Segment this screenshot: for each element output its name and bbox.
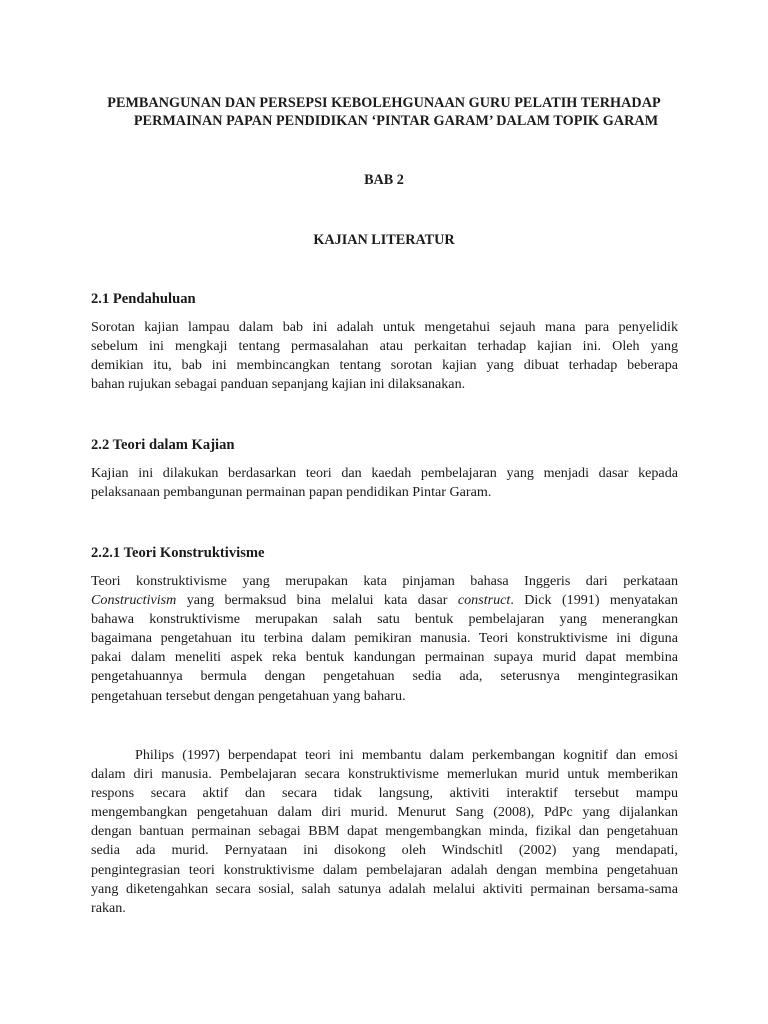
paragraph-line: bagaimana pengetahuan itu terbina dalam pemikiran manusia. Teori konstruktivisme ini diguna [91,630,678,647]
paragraph-line: Sorotan kajian lampau dalam bab ini adalah untuk mengetahui sejauh mana para penyelidik [91,319,678,335]
paragraph-line: dalam diri manusia. Pembelajaran secara konstruktivisme memerlukan murid untuk memberikan [91,766,678,783]
paragraph-line: bahawa konstruktivisme merupakan salah satu bentuk pembelajaran yang menerangkan [91,611,678,628]
chapter-title: KAJIAN LITERATUR [313,232,455,248]
paragraph-line: dengan bantuan permainan sebagai BBM dapat mengembangkan minda, fizikal dan pengetahuan [91,823,678,840]
section-heading-2-1: 2.1 Pendahuluan [91,291,196,307]
paragraph-line: pengetahuan tersebut dengan pengetahuan yang baharu. [91,687,406,704]
paragraph-line: sebelum ini mengkaji tentang permasalahan atau perkaitan terhadap kajian ini. Oleh yang [91,338,678,355]
section-2-2-paragraph [91,464,678,502]
paragraph-line: pengetahuannya bermula dengan pengetahuan sedia ada, seterusnya mengintegrasikan [91,668,678,685]
section-heading-2-2-1: 2.2.1 Teori Konstruktivisme [91,545,265,561]
section-2-1-paragraph [91,318,678,394]
title-line-1: PEMBANGUNAN DAN PERSEPSI KEBOLEHGUNAAN GURU PELATIH TERHADAP [107,95,661,111]
paragraph-line: Philips (1997) berpendapat teori ini membantu dalam perkembangan kognitif dan emosi [135,747,678,763]
paragraph-fragment: yang bermaksud bina melalui kata dasar [186,592,448,609]
paragraph-line: mengembangkan pengetahuan dalam diri murid. Menurut Sang (2008), PdPc yang dijalankan [91,804,678,821]
document-title [60,94,708,130]
paragraph-line: sedia ada murid. Pernyataan ini disokong oleh Windschitl (2002) yang mendapati, [91,842,678,859]
section-2-2-1-paragraph [91,572,678,706]
paragraph-line [91,591,678,610]
section-heading-2-2: 2.2 Teori dalam Kajian [91,437,235,453]
paragraph-line: Kajian ini dilakukan berdasarkan teori dan kaedah pembelajaran yang menjadi dasar kepada [91,465,678,481]
italic-term: construct [457,592,511,609]
paragraph-line: pengintegrasian teori konstruktivisme dalam pembelajaran adalah dengan membina pengetahuan [91,861,678,878]
chapter-number: BAB 2 [364,172,404,188]
title-line-2: PERMAINAN PAPAN PENDIDIKAN ‘PINTAR GARAM’ DALAM TOPIK GARAM [133,113,659,129]
philips-paragraph [91,746,678,918]
paragraph-line: pelaksanaan pembangunan permainan papan pendidikan Pintar Garam. [91,484,492,501]
paragraph-line: yang diketengahkan secara sosial, salah satunya adalah melalui aktiviti permainan bersama-sama [91,880,678,897]
paragraph-line: rakan. [91,899,126,916]
paragraph-fragment: . Dick (1991) menyatakan [510,592,678,609]
paragraph-line: Teori konstruktivisme yang merupakan kata pinjaman bahasa Inggeris dari perkataan [91,573,678,589]
paragraph-line: pakai dalam meneliti aspek reka bentuk kandungan permainan supaya murid dapat membina [91,649,678,666]
paragraph-line: bahan rujukan sebagai panduan sepanjang kajian ini dilaksanakan. [91,376,466,393]
italic-term: Constructivism [91,592,177,609]
paragraph-line: respons secara aktif dan secara tidak langsung, aktiviti interaktif tersebut mampu [91,785,678,802]
paragraph-line: demikian itu, bab ini membincangkan tentang sorotan kajian yang dibuat terhadap beberapa [91,357,678,374]
